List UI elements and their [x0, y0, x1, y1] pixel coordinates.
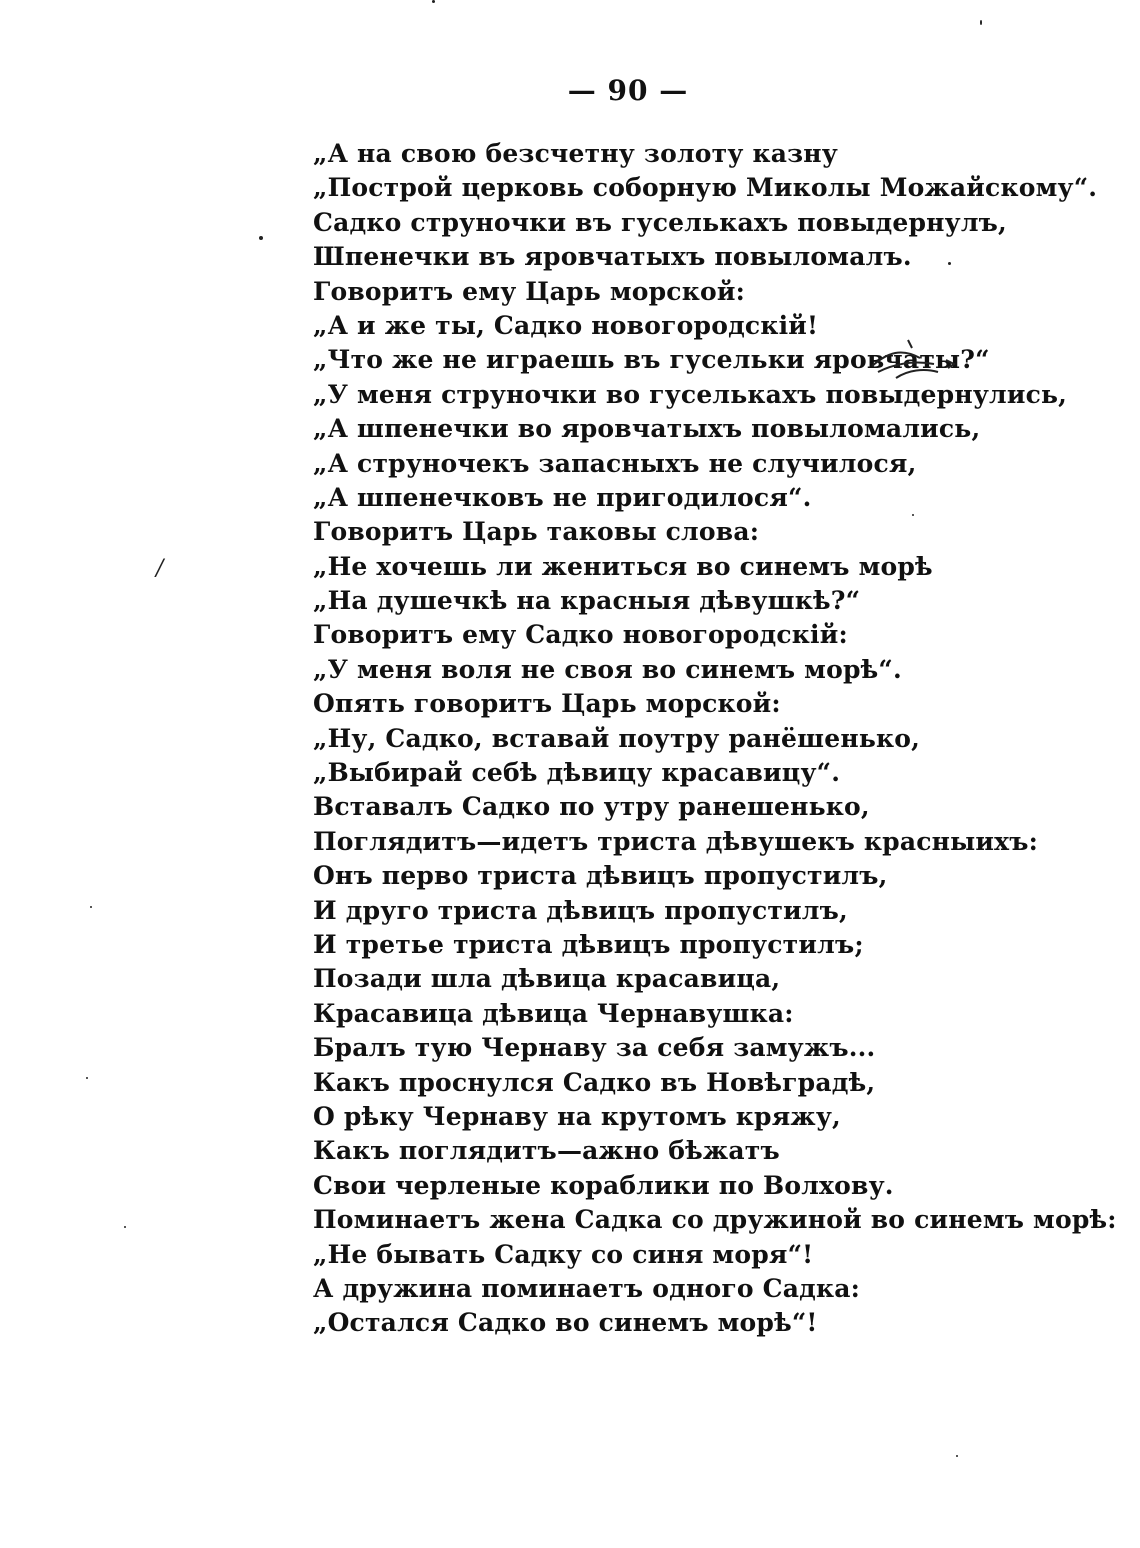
verse-line: И друго триста дѣвицъ пропустилъ, [313, 895, 848, 925]
verse-line: О рѣку Чернаву на крутомъ кряжу, [313, 1101, 841, 1131]
verse-line: „Что же не играешь въ гусельки яровчаты?“ [313, 345, 990, 375]
verse-line: „А на свою безсчетну золоту казну [313, 139, 838, 168]
verse-line: „А и же ты, Садко новогородскій! [313, 310, 819, 340]
verse-line: Какъ поглядитъ—ажно бѣжатъ [313, 1136, 780, 1166]
verse-line: „А шпенечковъ не пригодилося“. [313, 482, 812, 512]
verse-line: „Выбирай себѣ дѣвицу красавицу“. [313, 758, 841, 788]
verse-line: „Не хочешь ли жениться во синемъ морѣ [313, 551, 933, 581]
pencil-scribble [868, 338, 958, 398]
verse-line: Вставалъ Садко по утру ранешенько, [313, 792, 870, 822]
ink-speck [948, 262, 951, 265]
ink-speck [124, 1226, 126, 1228]
verse-line: „Построй церковь соборную Миколы Можайскому“. [313, 173, 1098, 203]
verse-line: Бралъ тую Чернаву за себя замужъ... [313, 1033, 876, 1063]
verse-line: „Не бывать Садку со синя моря“! [313, 1239, 814, 1269]
verse-body [313, 137, 1117, 1341]
verse-line: Позади шла дѣвица красавица, [313, 964, 781, 994]
verse-line: „Ну, Садко, вставай поутру ранёшенько, [313, 723, 921, 753]
ink-speck [956, 1455, 958, 1457]
verse-line: „У меня струночки во гуселькахъ повыдернулись, [313, 379, 1068, 409]
ink-speck [980, 20, 982, 25]
verse-line: „А струночекъ запасныхъ не случилося, [313, 448, 917, 478]
verse-line: Какъ проснулся Садко въ Новѣградѣ, [313, 1067, 876, 1097]
verse-line: Говоритъ ему Садко новогородскій: [313, 620, 848, 650]
verse-line: Говоритъ Царь таковы слова: [313, 517, 760, 547]
verse-line: Поминаетъ жена Садка со дружиной во синемъ морѣ: [313, 1205, 1117, 1235]
verse-line: Говоритъ ему Царь морской: [313, 276, 746, 306]
verse-line: „Остался Садко во синемъ морѣ“! [313, 1308, 818, 1338]
verse-line: Опять говоритъ Царь морской: [313, 689, 781, 719]
verse-line: Шпенечки въ яровчатыхъ повыломалъ. [313, 242, 912, 272]
verse-line: Садко струночки въ гуселькахъ повыдернулъ, [313, 207, 1007, 237]
verse-line: „У меня воля не своя во синемъ морѣ“. [313, 654, 902, 684]
verse-line: Красавица дѣвица Чернавушка: [313, 998, 794, 1028]
verse-line: Поглядитъ—идетъ триста дѣвушекъ красныихъ: [313, 826, 1039, 856]
ink-speck [86, 1077, 88, 1079]
verse-line: А дружина поминаетъ одного Садка: [313, 1273, 861, 1303]
page-number: — 90 — [567, 74, 689, 107]
margin-mark: / [156, 556, 164, 581]
ink-speck [259, 236, 263, 240]
verse-line: И третье триста дѣвицъ пропустилъ; [313, 929, 864, 959]
verse-line: „На душечкѣ на красныя дѣвушкѣ?“ [313, 586, 861, 616]
ink-speck [432, 0, 435, 3]
ink-speck [912, 514, 914, 516]
ink-speck [90, 906, 92, 908]
verse-line: Онъ перво триста дѣвицъ пропустилъ, [313, 861, 888, 891]
verse-line: Свои черленые кораблики по Волхову. [313, 1170, 894, 1200]
verse-line: „А шпенечки во яровчатыхъ повыломались, [313, 414, 981, 444]
